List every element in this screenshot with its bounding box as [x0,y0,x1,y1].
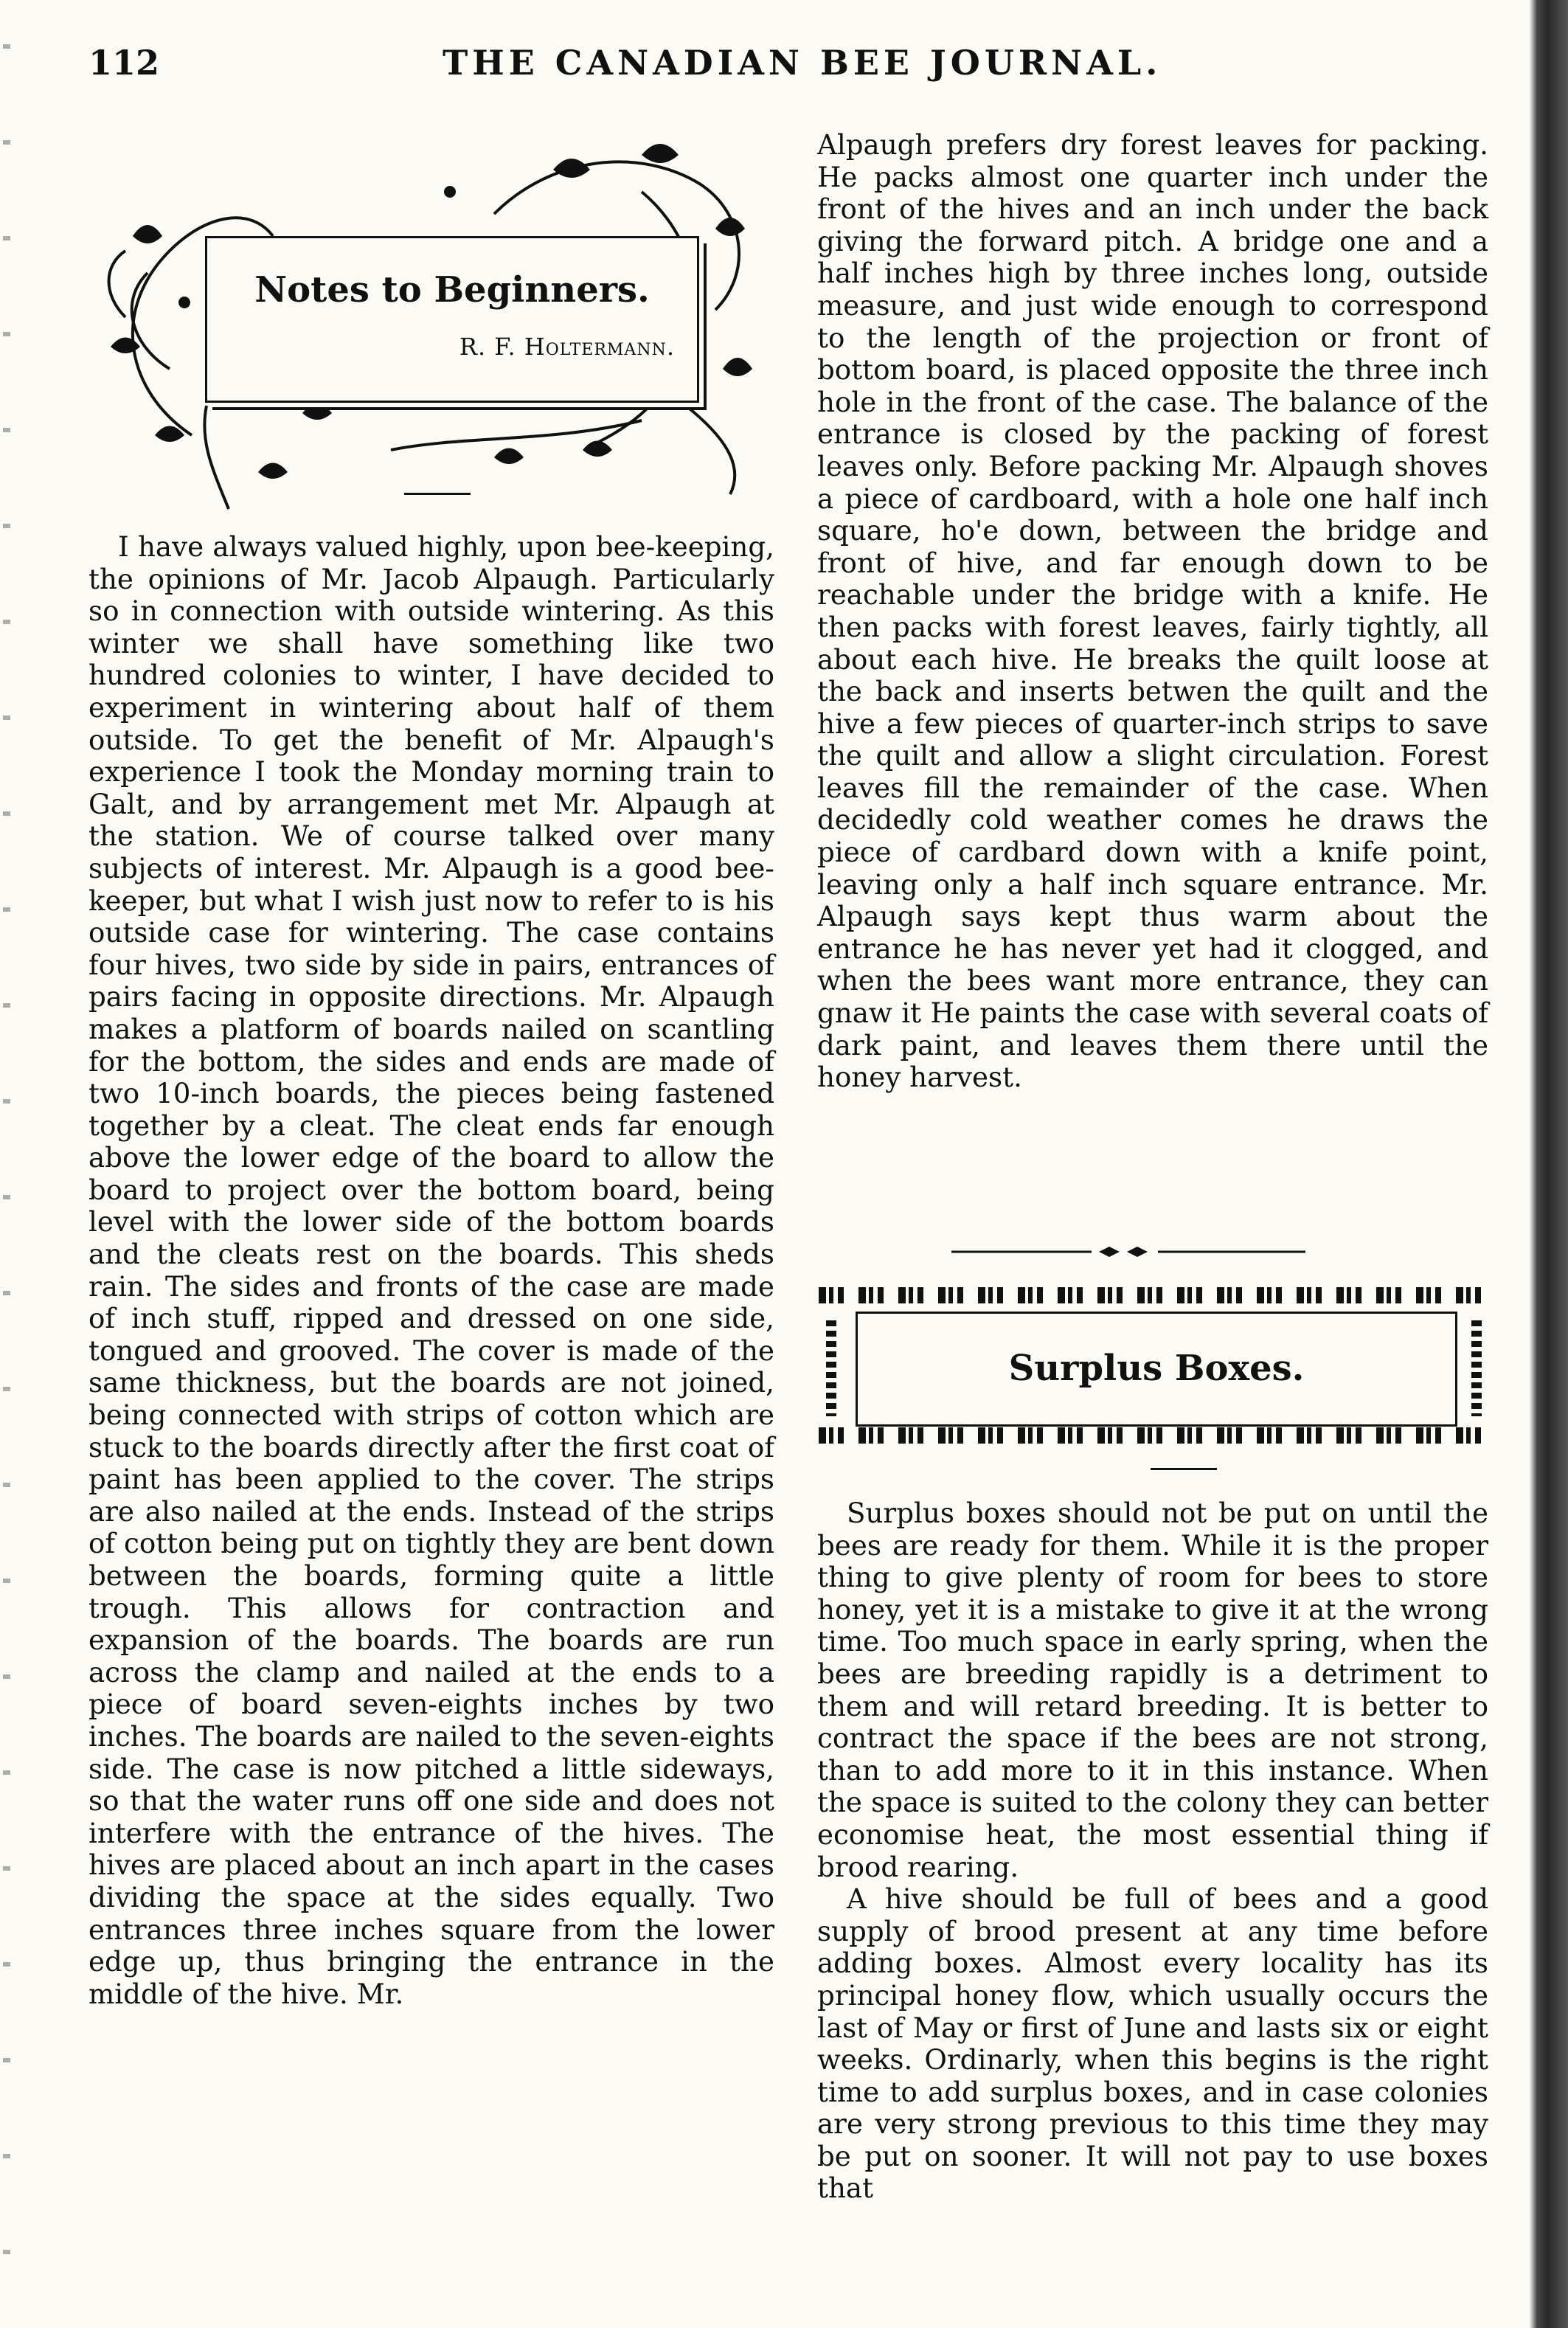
ornament-border-left [826,1320,836,1416]
section-divider [1151,1468,1217,1470]
journal-title: THE CANADIAN BEE JOURNAL. [443,43,1162,83]
section-title-frame [856,1312,1457,1427]
scan-edge-marks [3,0,10,2328]
section-title: Surplus Boxes. [1008,1348,1305,1389]
ornament-border-right [1471,1320,1482,1416]
section-divider-ornament [951,1243,1305,1261]
article-paragraph: Surplus boxes should not be put on until the bees are ready for them. While it is the proper thing to give plenty of room for bees to store honey, yet it is a mistake to give it at the wrong time. Too much space in early spring, when the bees are breeding rapidly is a detriment to them and will retard breeding. It is better to contract the space if the bees are not strong, than to add more to it in this instance. When the space is suited to the colony they can better economise heat, the most essential thing if brood rearing. [817,1497,1488,1883]
page-header [0,43,1497,102]
article-paragraph: I have always valued highly, upon bee-keeping, the opinions of Mr. Jacob Alpaugh. Particularly so in connection with outside wintering. As this winter we shall have something like two hundred colonies to winter, I have decided to experiment in wintering about half of them outside. To get the benefit of Mr. Alpaugh's experience I took the Monday morning train to Galt, and by arrangement met Mr. Alpaugh at the station. We of course talked over many subjects of interest. Mr. Alpaugh is a good bee-keeper, but what I wish just now to refer to is his outside case for wintering. The case contains four hives, two side by side in pairs, entrances of pairs facing in opposite directions. Mr. Alpaugh makes a platform of boards nailed on scantling for the bottom, the sides and ends are made of two 10-inch boards, the pieces being fastened together by a cleat. The cleat ends far enough above the lower edge of the board to allow the board to project over the bottom board, being level with the lower side of the bottom boards and the cleats rest on the boards. This sheds rain. The sides and fronts of the case are made of inch stuff, ripped and dressed on one side, tongued and grooved. The cover is made of the same thickness, but the boards are not joined, being connected with strips of cotton which are stuck to the boards directly after the first coat of paint has been applied to the cover. The strips are also nailed at the ends. Instead of the strips of cotton being put on tightly they are bent down between the boards, forming quite a little trough. This allows for contraction and expansion of the boards. The boards are run across the clamp and nailed at the ends to a piece of board seven-eights inches by two inches. The boards are nailed to the seven-eights side. The case is now pitched a little sideways, so that the water runs off one side and does not interfere with the entrance of the hives. The hives are placed about an inch apart in the cases dividing the space at the sides equally. Two entrances three inches square from the lower edge up, thus bringing the entrance in the middle of the hive. Mr. [89,530,774,2010]
ornament-border-bottom [819,1427,1490,1444]
article-title: Notes to Beginners. [254,269,650,311]
article-title-frame [205,236,699,403]
article-heading-ornament [81,125,774,524]
right-column-lower [817,1497,1488,2205]
left-column [89,531,774,2010]
title-divider [404,493,471,495]
article-author: R. F. Holtermann. [459,333,675,361]
right-column-upper [817,129,1488,1094]
article-paragraph: A hive should be full of bees and a good supply of brood present at any time before adding boxes. Almost every locality has its principal honey flow, which usually occurs the last of May or first of June and lasts six or eight weeks. Ordinarly, when this begins is the right time to add surplus boxes, and in case colonies are very strong previous to this time they may be put on sooner. It will not pay to use boxes that [817,1882,1488,2205]
article-paragraph: Alpaugh prefers dry forest leaves for packing. He packs almost one quarter inch under the front of the hives and an inch under the back giving the forward pitch. A bridge one and a half inches high by three inches long, outside measure, and just wide enough to correspond to the length of the projection or front of bottom board, is placed opposite the three inch hole in the front of the case. The balance of the entrance is closed by the packing of forest leaves only. Before packing Mr. Alpaugh shoves a piece of cardboard, with a hole one half inch square, ho'e down, between the bridge and front of hive, and far enough down to be reachable under the bridge with a knife. He then packs with forest leaves, fairly tightly, all about each hive. He breaks the quilt loose at the back and inserts betwen the quilt and the hive a few pieces of quarter-inch strips to save the quilt and allow a slight circulation. Forest leaves fill the remainder of the case. When decidedly cold weather comes he draws the piece of cardbard down with a knife point, leaving only a half inch square entrance. Mr. Alpaugh says kept thus warm about the entrance he has never yet had it clogged, and when the bees want more entrance, they can gnaw it He paints the case with several coats of dark paint, and leaves them there until the honey harvest. [817,128,1488,1094]
ornament-border-top [819,1287,1490,1303]
page-number: 112 [89,43,160,83]
binding-edge [1516,0,1568,2328]
